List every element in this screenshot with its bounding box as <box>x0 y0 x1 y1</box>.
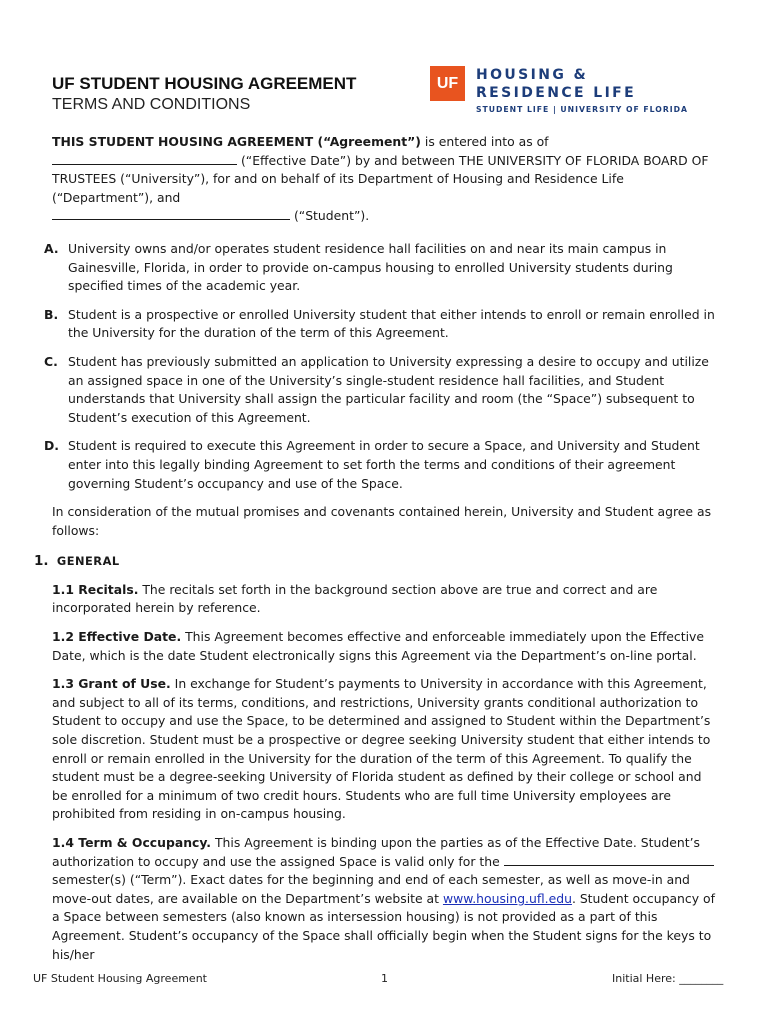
recital-text: Student is a prospective or enrolled University student that either intends to enroll or remain enrolled in the University for the duration of the term of this Agreement. <box>68 306 715 341</box>
student-name-blank <box>52 207 290 220</box>
document-title: UF STUDENT HOUSING AGREEMENT <box>52 74 357 93</box>
uf-logo-mark: UF <box>430 66 465 101</box>
intro-text-2: (“Effective Date”) by and between THE UNIVERSITY OF FLORIDA BOARD OF TRUSTEES (“University”), for and on behalf of its Department of Housing and Residence Life (“Department”), and <box>52 152 709 205</box>
section-1-heading <box>34 552 720 571</box>
logo-text-line-3: STUDENT LIFE | UNIVERSITY OF FLORIDA <box>476 105 688 114</box>
recital-text: Student has previously submitted an application to University expressing a desire to occupy and utilize an assigned space in one of the University’s single-student residence hall facilities, and Student understands that University shall assign the particular facility and room (the “Space”) subsequent to Student’s execution of this Agreement. <box>68 353 709 425</box>
logo-text-line-1: HOUSING & <box>476 67 589 83</box>
section-number: 1. <box>34 553 49 570</box>
section-1-2 <box>52 628 720 665</box>
footer-document-name: UF Student Housing Agreement <box>33 972 207 985</box>
section-1-3 <box>52 675 720 824</box>
section-1-3-text: In exchange for Student’s payments to University in accordance with this Agreement, and subject to all of its terms, conditions, and restrictions, University grants conditional authorization to Student to occupy and use the Space, to be determined and assigned to Student within the Department’s sole discretion. Student must be a prospective or degree seeking University student that either intends to enroll or remain enrolled in the University for the duration of the term of this Agreement. To qualify the student must be a degree-seeking University of Florida student as defined by their college or school and be enrolled for a minimum of two credit hours. Students who are full time University employees are prohibited from residing in on-campus housing. <box>52 676 711 822</box>
intro-text-3: (“Student”). <box>290 208 370 224</box>
footer-page-number: 1 <box>381 972 388 985</box>
intro-lead: THIS STUDENT HOUSING AGREEMENT (“Agreement”) <box>52 134 421 149</box>
section-1-2-text: This Agreement becomes effective and enforceable immediately upon the Effective Date, which is the date Student electronically signs this Agreement via the Department’s on-line portal. <box>52 629 704 663</box>
consideration-paragraph: In consideration of the mutual promises and covenants contained herein, University and Student agree as follows: <box>52 504 712 538</box>
recital-text: Student is required to execute this Agreement in order to secure a Space, and University and Student enter into this legally binding Agreement to set forth the terms and conditions of their agreement governing Student’s occupancy and use of the Space. <box>68 438 700 491</box>
recital-c <box>44 353 720 427</box>
section-1-4-text-2: semester(s) (“Term”). Exact dates for the beginning and end of each semester, as well as move-in and move-out dates, are available on the Department’s website at <box>52 872 690 906</box>
intro-paragraph <box>52 133 720 226</box>
housing-website-link[interactable]: www.housing.ufl.edu <box>442 890 572 906</box>
recital-letter: B. <box>44 306 59 322</box>
intro-text-1: is entered into as of <box>420 134 549 149</box>
document-subtitle: TERMS AND CONDITIONS <box>52 96 251 113</box>
recital-d <box>44 437 720 493</box>
section-1-1-text: The recitals set forth in the background section above are true and correct and are incorporated herein by reference. <box>52 581 658 616</box>
section-1-3-heading: 1.3 Grant of Use. <box>52 676 171 692</box>
recital-a <box>44 240 720 296</box>
section-title: GENERAL <box>56 554 120 569</box>
agreement-body <box>34 133 720 974</box>
section-1-4 <box>52 834 720 964</box>
footer-initial-field: Initial Here: ________ <box>612 972 724 985</box>
section-1-2-heading: 1.2 Effective Date. <box>52 629 182 645</box>
term-semesters-blank <box>504 853 714 866</box>
effective-date-blank <box>52 152 237 165</box>
recital-text: University owns and/or operates student residence hall facilities on and near its main campus in Gainesville, Florida, in order to provide on-campus housing to enrolled University students during specified times of the academic year. <box>68 240 673 294</box>
recital-letter: D. <box>44 438 59 454</box>
section-1-4-heading: 1.4 Term & Occupancy. <box>52 835 212 850</box>
recital-letter: A. <box>44 240 59 256</box>
section-1-1 <box>52 581 720 618</box>
recital-b <box>44 306 720 343</box>
section-1-4-text-3: . Student occupancy of a Space between semesters (also known as intersession housing) is not provided as a part of this Agreement. Student’s occupancy of the Space shall officially begin when the Student signs for the keys to his/her <box>52 890 715 962</box>
recital-letter: C. <box>44 353 58 369</box>
section-1-4-text-1: This Agreement is binding upon the parties as of the Effective Date. Student’s authorization to occupy and use the assigned Space is valid only for the <box>52 835 700 869</box>
logo-text-line-2: RESIDENCE LIFE <box>476 85 637 101</box>
section-1-1-heading: 1.1 Recitals. <box>52 581 139 597</box>
